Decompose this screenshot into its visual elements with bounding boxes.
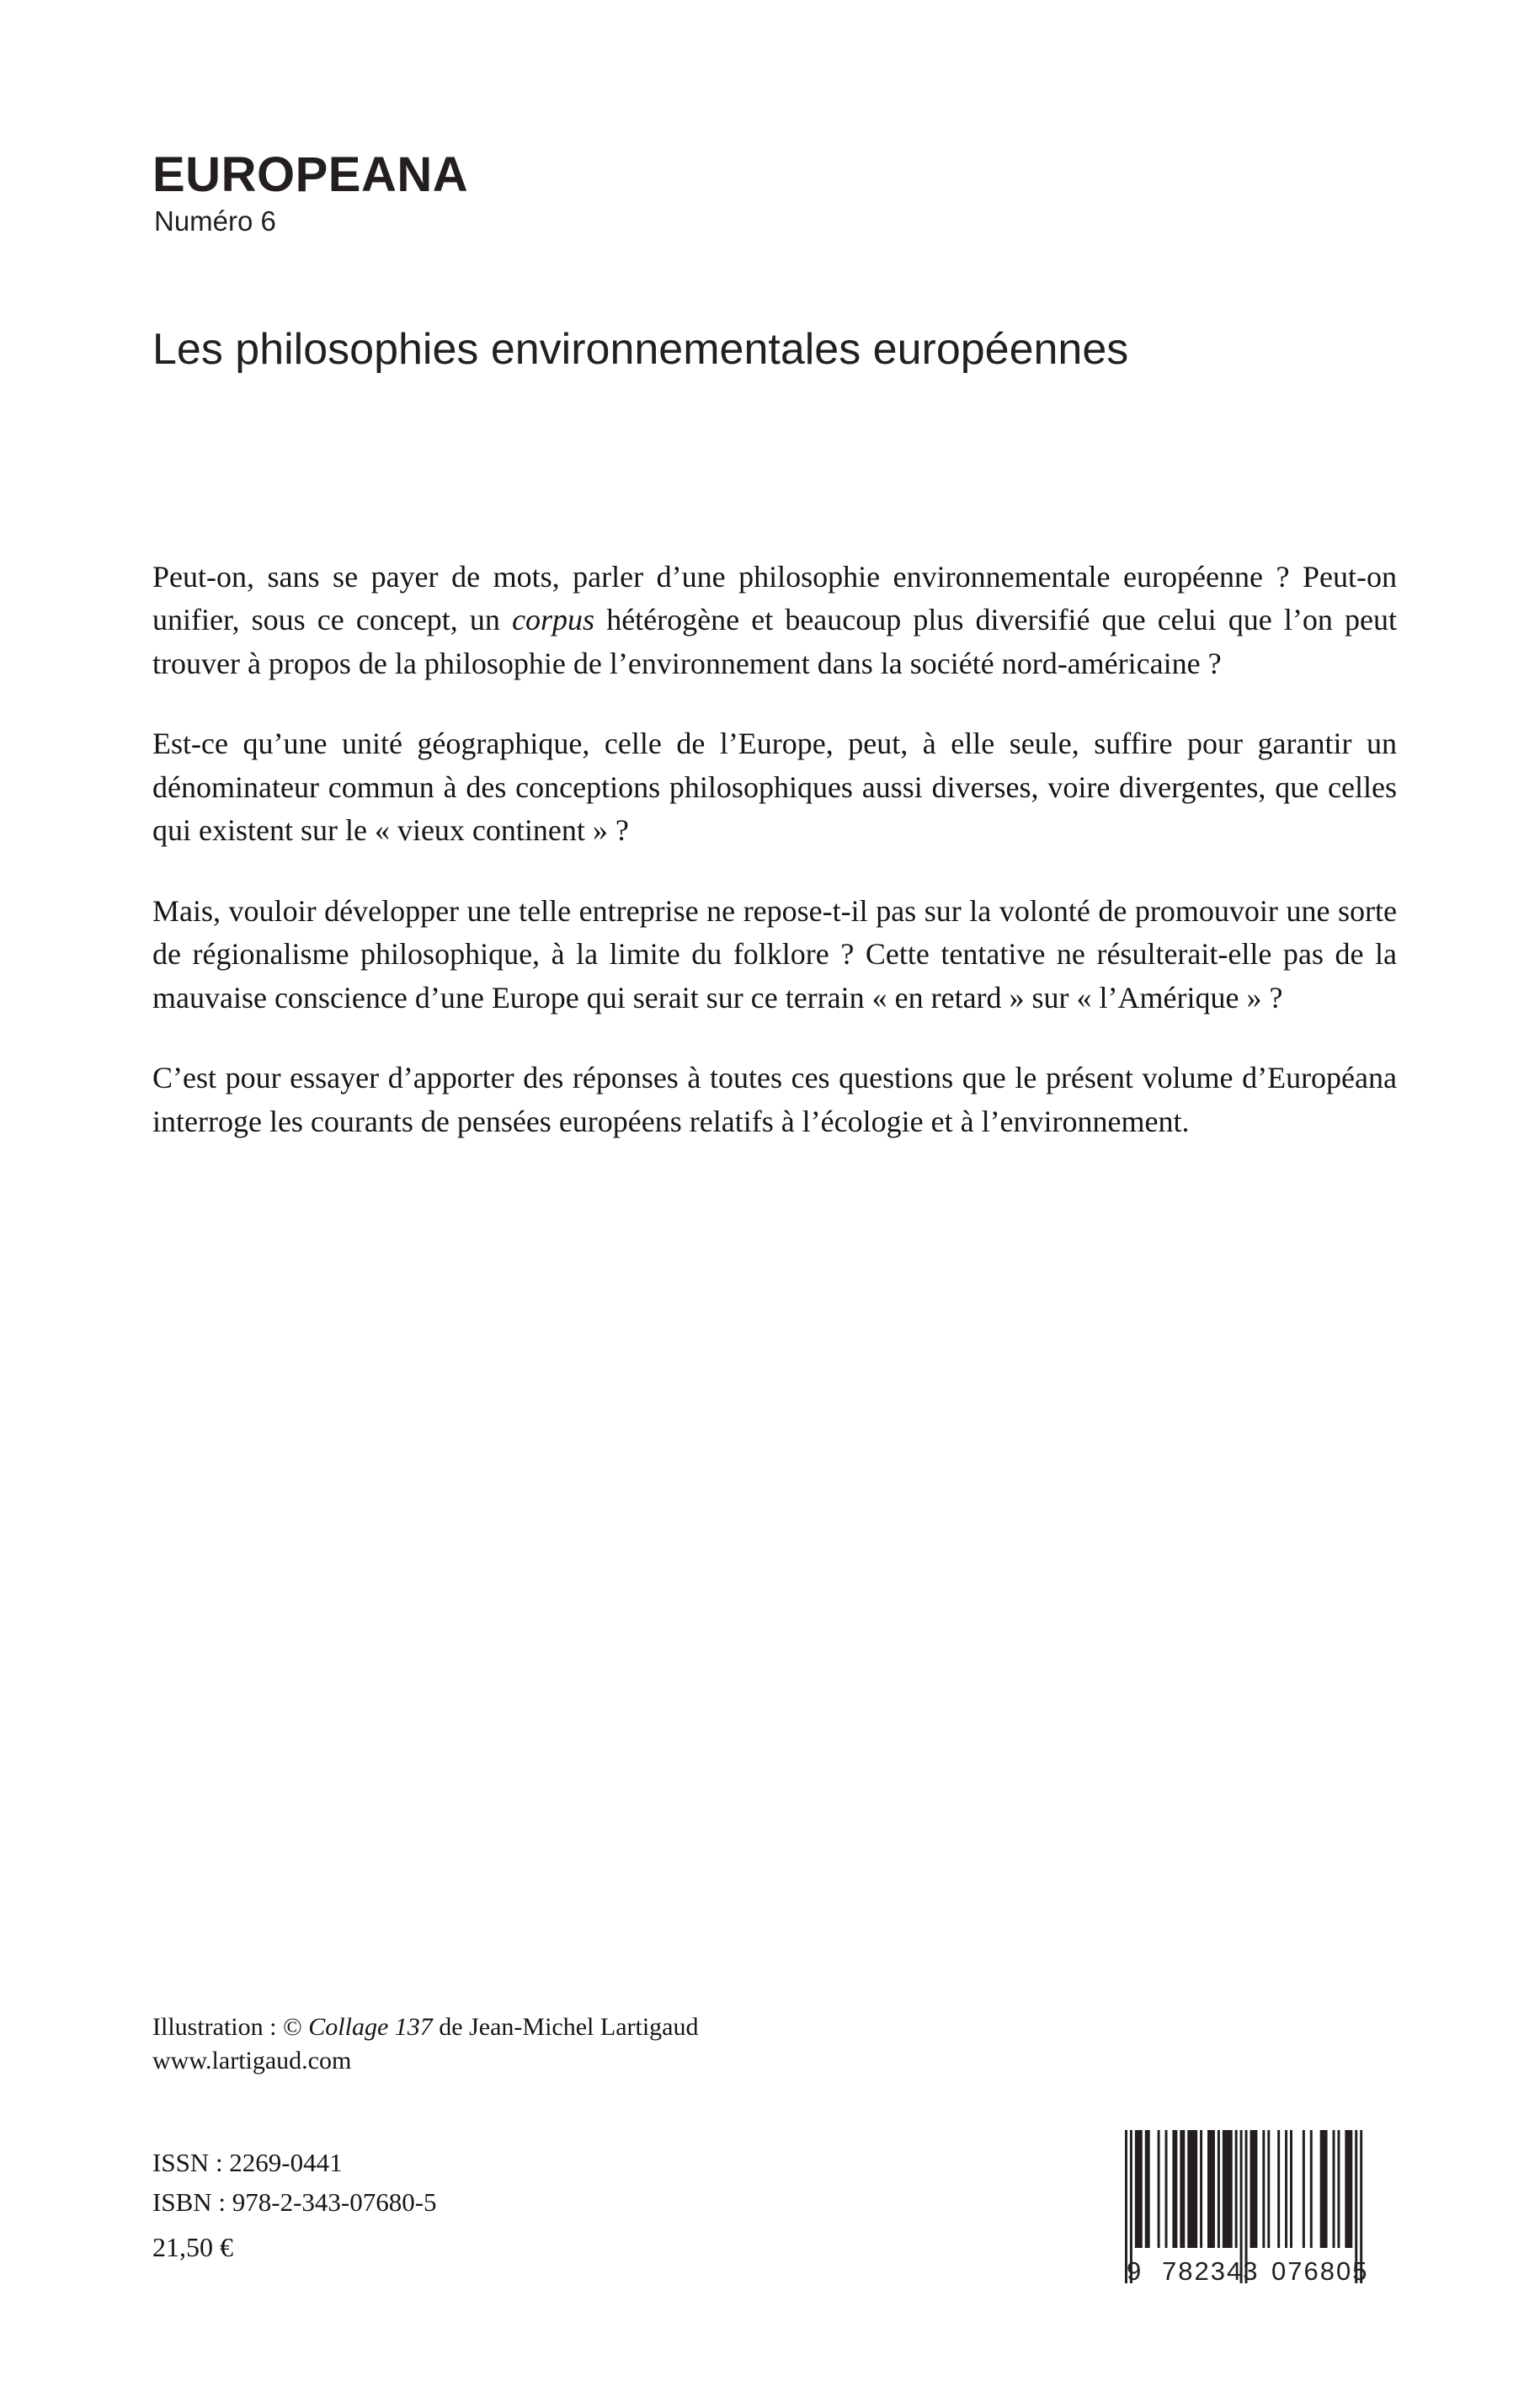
book-title: Les philosophies environnementales européennes: [152, 325, 1129, 374]
illustration-credit: [152, 2011, 994, 2078]
blurb-text: [152, 556, 1397, 1143]
svg-text:076805: 076805: [1271, 2256, 1369, 2286]
series-header: [152, 147, 1399, 238]
credit-suffix: de Jean-Michel Lartigaud: [432, 2013, 699, 2041]
blurb-text-run: Est-ce qu’une unité géographique, celle de l’Europe, peut, à elle seule, suffire pour garantir un dénominateur commun à des conceptions philosophiques aussi diverses, voire divergentes, que celles qui existent sur le « vieux continent » ?: [152, 727, 1397, 848]
price-line: 21,50 €: [152, 2232, 233, 2263]
blurb-paragraph: [152, 890, 1397, 1020]
credit-work-title: Collage 137: [308, 2013, 433, 2041]
blurb-text-run: Peut-on, sans se payer de mots, parler d’une philosophie environnementale européenne ? Peut-on unifier, sous ce concept, un: [152, 560, 1397, 637]
blurb-paragraph: [152, 1057, 1397, 1143]
emphasised-term: corpus: [512, 603, 595, 637]
ean13-barcode: [1113, 2120, 1391, 2301]
isbn-line: ISBN : 978-2-343-07680-5: [152, 2187, 437, 2218]
blurb-paragraph: [152, 556, 1397, 685]
illustration-credit-line: [152, 2011, 994, 2044]
issn-line: ISSN : 2269-0441: [152, 2148, 343, 2177]
blurb-text-run: C’est pour essayer d’apporter des réponses à toutes ces questions que le présent volume d’Européana interroge les courants de pensées européens relatifs à l’écologie et à l’environnement.: [152, 1061, 1397, 1138]
illustrator-website[interactable]: www.lartigaud.com: [152, 2046, 352, 2074]
series-title: EUROPEANA: [152, 147, 469, 202]
series-number: Numéro 6: [154, 205, 276, 237]
credit-prefix: Illustration : ©: [152, 2013, 309, 2041]
svg-text:782343: 782343: [1162, 2256, 1260, 2286]
barcode-icon: [1113, 2120, 1391, 2301]
blurb-paragraph: [152, 722, 1397, 852]
blurb-text-run: Mais, vouloir développer une telle entreprise ne repose-t-il pas sur la volonté de promouvoir une sorte de régionalisme philosophique, à la limite du folklore ? Cette tentative ne résulterait-elle pas de la mauvaise conscience d’une Europe qui serait sur ce terrain « en retard » sur « l’Amérique » ?: [152, 893, 1397, 1015]
blurb-text-run: hétérogène et beaucoup plus diversifié que celui que l’on peut trouver à propos de la philosophie de l’environnement dans la société nord-américaine ?: [152, 603, 1397, 680]
svg-text:9: 9: [1127, 2256, 1142, 2286]
identifier-block: [152, 2143, 826, 2268]
